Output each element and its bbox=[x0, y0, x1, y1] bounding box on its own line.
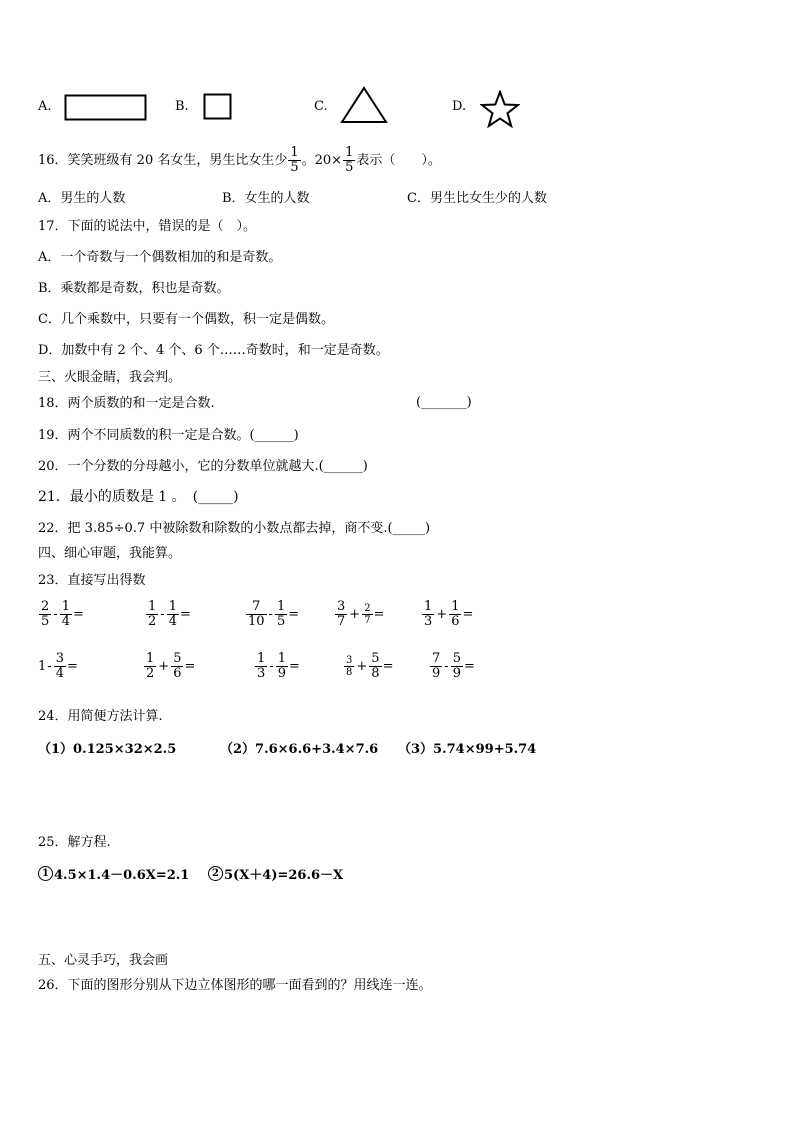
fraction bbox=[60, 600, 72, 629]
fraction bbox=[430, 652, 442, 681]
q16-suffix: 表示（ ）。 bbox=[356, 152, 441, 168]
denominator: 2 bbox=[148, 614, 157, 629]
equals-sign: = bbox=[288, 659, 300, 674]
q16-option-a: A．男生的人数 bbox=[38, 191, 126, 206]
q16-option-c: C．男生比女生少的人数 bbox=[407, 191, 547, 206]
shape-option-a-label: A. bbox=[38, 99, 52, 114]
calc-r2-2 bbox=[143, 652, 195, 681]
q25-equation-2 bbox=[208, 864, 343, 883]
denominator: 6 bbox=[173, 666, 182, 681]
q16-frac2-den: 5 bbox=[345, 160, 354, 175]
fraction bbox=[335, 600, 347, 629]
operator: - bbox=[47, 659, 52, 674]
numerator: 1 bbox=[61, 599, 70, 614]
q16-option-b: B．女生的人数 bbox=[222, 191, 310, 206]
section-5-heading: 五、心灵手巧，我会画 bbox=[38, 953, 169, 968]
fraction bbox=[54, 652, 66, 681]
question-20: 20．一个分数的分母越小，它的分数单位就越大.(______) bbox=[38, 459, 368, 474]
calc-r2-3 bbox=[254, 652, 300, 681]
calc-r1-2 bbox=[145, 600, 191, 629]
calc-r2-1 bbox=[38, 652, 78, 681]
question-18: 18．两个质数的和一定是合数. bbox=[38, 396, 215, 411]
numerator: 1 bbox=[451, 599, 460, 614]
fraction bbox=[144, 652, 156, 681]
numerator: 1 bbox=[146, 651, 155, 666]
question-16 bbox=[38, 146, 441, 175]
equals-sign: = bbox=[462, 607, 474, 622]
fraction bbox=[344, 655, 354, 678]
equals-sign: = bbox=[179, 607, 191, 622]
numerator: 3 bbox=[337, 599, 346, 614]
denominator: 6 bbox=[451, 614, 460, 629]
denominator: 7 bbox=[364, 615, 371, 626]
denominator: 8 bbox=[346, 667, 353, 678]
numerator: 7 bbox=[252, 599, 261, 614]
equals-sign: = bbox=[373, 607, 385, 622]
q18-answer-blank: (_______) bbox=[416, 395, 472, 410]
q16-fraction-1 bbox=[288, 146, 300, 175]
equals-sign: = bbox=[288, 607, 300, 622]
operator: - bbox=[160, 607, 165, 622]
denominator: 4 bbox=[168, 614, 177, 629]
fraction bbox=[255, 652, 267, 681]
question-26: 26．下面的图形分别从下边立体图形的哪一面看到的？用线连一连。 bbox=[38, 978, 432, 993]
q16-mid: 。20× bbox=[301, 152, 343, 168]
numerator: 2 bbox=[364, 603, 371, 614]
operator: + bbox=[436, 607, 448, 622]
q16-fraction-2 bbox=[343, 146, 355, 175]
calc-r1-1 bbox=[38, 600, 84, 629]
denominator: 5 bbox=[276, 614, 286, 629]
question-17: 17．下面的说法中，错误的是（ ）。 bbox=[38, 219, 257, 234]
numerator: 7 bbox=[432, 651, 441, 666]
triangle-shape bbox=[340, 86, 388, 124]
equals-sign: = bbox=[66, 659, 78, 674]
calc-r1-5 bbox=[421, 600, 473, 629]
star-shape bbox=[480, 90, 520, 128]
q17-option-d: D．加数中有 2 个、4 个、6 个……奇数时，和一定是奇数。 bbox=[38, 343, 389, 358]
equation-2-expr: 5(X＋4)=26.6－X bbox=[224, 868, 344, 883]
whole-number: 1 bbox=[38, 659, 47, 674]
fraction bbox=[167, 600, 179, 629]
q16-frac1-den: 5 bbox=[290, 160, 299, 175]
fraction bbox=[171, 652, 183, 681]
denominator: 3 bbox=[424, 614, 433, 629]
circled-number-1: 1 bbox=[38, 866, 53, 881]
operator: + bbox=[158, 659, 170, 674]
denominator: 7 bbox=[337, 614, 346, 629]
q17-option-b: B．乘数都是奇数，积也是奇数。 bbox=[38, 281, 230, 296]
calc-r2-5 bbox=[429, 652, 475, 681]
equals-sign: = bbox=[72, 607, 84, 622]
fraction bbox=[449, 600, 461, 629]
numerator: 5 bbox=[173, 651, 182, 666]
square-shape bbox=[203, 93, 233, 121]
numerator: 1 bbox=[257, 651, 266, 666]
circled-number-2: 2 bbox=[208, 866, 223, 881]
q16-frac1-num: 1 bbox=[290, 145, 299, 160]
q17-option-a: A．一个奇数与一个偶数相加的和是奇数。 bbox=[38, 250, 282, 265]
numerator: 1 bbox=[148, 599, 157, 614]
equation-1-expr: 4.5×1.4－0.6X=2.1 bbox=[54, 868, 190, 883]
calc-r1-4 bbox=[334, 600, 384, 629]
denominator: 2 bbox=[146, 666, 155, 681]
numerator: 1 bbox=[168, 599, 177, 614]
shape-option-b-label: B. bbox=[175, 99, 189, 114]
question-21: 21．最小的质数是 1 。 (_____) bbox=[38, 489, 239, 505]
denominator: 9 bbox=[277, 666, 286, 681]
fraction bbox=[369, 652, 381, 681]
question-19: 19．两个不同质数的积一定是合数。(______) bbox=[38, 428, 299, 443]
numerator: 1 bbox=[277, 651, 286, 666]
operator: - bbox=[269, 659, 274, 674]
equals-sign: = bbox=[463, 659, 475, 674]
numerator: 2 bbox=[41, 599, 50, 614]
q25-equation-1 bbox=[38, 864, 189, 883]
equals-sign: = bbox=[184, 659, 196, 674]
numerator: 5 bbox=[452, 651, 461, 666]
shape-option-d-label: D. bbox=[452, 99, 467, 114]
numerator: 1 bbox=[424, 599, 433, 614]
section-4-heading: 四、细心审题，我能算。 bbox=[38, 546, 182, 561]
numerator: 3 bbox=[346, 655, 353, 666]
q24-item-3: （3）5.74×99+5.74 bbox=[398, 742, 537, 757]
fraction bbox=[275, 600, 287, 629]
fraction bbox=[146, 600, 158, 629]
denominator: 4 bbox=[61, 614, 70, 629]
question-23-title: 23．直接写出得数 bbox=[38, 573, 146, 588]
operator: + bbox=[349, 607, 361, 622]
q24-item-2: （2）7.6×6.6+3.4×7.6 bbox=[220, 742, 379, 757]
operator: - bbox=[53, 607, 58, 622]
operator: + bbox=[356, 659, 368, 674]
denominator: 8 bbox=[371, 666, 380, 681]
q24-item-1: （1）0.125×32×2.5 bbox=[38, 742, 177, 757]
denominator: 5 bbox=[41, 614, 50, 629]
denominator: 10 bbox=[248, 614, 265, 629]
denominator: 3 bbox=[257, 666, 266, 681]
fraction bbox=[276, 652, 288, 681]
operator: - bbox=[444, 659, 449, 674]
denominator: 9 bbox=[452, 666, 461, 681]
numerator: 5 bbox=[371, 651, 380, 666]
rectangle-shape bbox=[64, 94, 148, 122]
fraction bbox=[39, 600, 51, 629]
calc-r1-3 bbox=[245, 600, 299, 629]
denominator: 9 bbox=[432, 666, 441, 681]
calc-r2-4 bbox=[343, 652, 393, 681]
fraction bbox=[362, 603, 372, 626]
operator: - bbox=[268, 607, 273, 622]
fraction bbox=[422, 600, 434, 629]
fraction bbox=[246, 600, 267, 629]
question-25-title: 25．解方程. bbox=[38, 835, 111, 850]
numerator: 3 bbox=[55, 651, 64, 666]
shape-option-c-label: C. bbox=[314, 99, 328, 114]
equals-sign: = bbox=[382, 659, 394, 674]
question-22: 22．把 3.85÷0.7 中被除数和除数的小数点都去掉，商不变.(_____) bbox=[38, 521, 431, 536]
question-24-title: 24．用简便方法计算. bbox=[38, 709, 163, 724]
q17-option-c: C．几个乘数中，只要有一个偶数，积一定是偶数。 bbox=[38, 312, 334, 327]
denominator: 4 bbox=[55, 666, 64, 681]
section-3-heading: 三、火眼金睛，我会判。 bbox=[38, 370, 182, 385]
fraction bbox=[451, 652, 463, 681]
q16-frac2-num: 1 bbox=[345, 145, 354, 160]
q16-prefix: 16．笑笑班级有 20 名女生，男生比女生少 bbox=[38, 152, 288, 168]
numerator: 1 bbox=[276, 599, 286, 614]
